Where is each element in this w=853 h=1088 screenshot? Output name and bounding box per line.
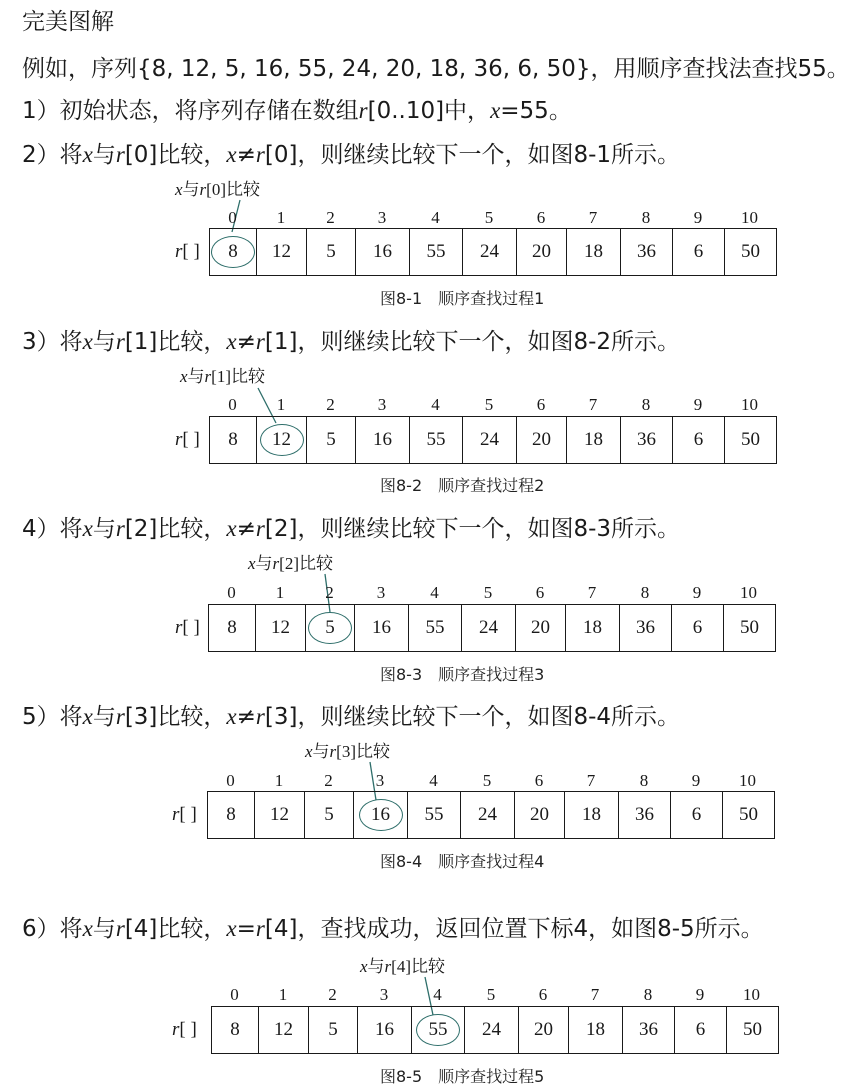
callout-idx: [2]比较: [279, 554, 333, 573]
array-label-brackets: [ ]: [179, 804, 197, 825]
array-cell-value: 16: [372, 617, 391, 638]
step-1-text-b: [0..10]中，: [367, 98, 491, 124]
step-5-x2: x: [226, 704, 237, 729]
step-5-post: 则继续比较下一个，如图8-4所示。: [320, 704, 681, 730]
array-cell-value: 55: [428, 1019, 448, 1040]
array-index: 6: [538, 985, 548, 1004]
array-cell-value: 18: [584, 429, 603, 450]
array-index: 4: [431, 208, 440, 227]
array-cell-value: 18: [586, 1019, 605, 1040]
array-index: 9: [693, 208, 703, 227]
step-5-pre: 5）将: [22, 704, 83, 730]
step-4-r: r: [115, 516, 125, 541]
array-cell-value: 55: [426, 429, 446, 450]
array-index: 4: [433, 985, 442, 1004]
array-cell-value: 36: [639, 1019, 658, 1040]
array-index: 3: [376, 583, 386, 602]
array-index: 8: [641, 395, 651, 414]
step-6-idx: [4]比较，: [124, 916, 227, 942]
array-cell: [358, 1007, 412, 1053]
step-2-x2: x: [226, 142, 237, 167]
array-index: 6: [535, 583, 545, 602]
step-6-r: r: [115, 916, 125, 941]
array-index: 1: [274, 771, 284, 790]
array-cell-value: 36: [637, 429, 656, 450]
array-cell-value: 16: [373, 241, 392, 262]
step-2-idx2: [0]，: [264, 142, 321, 168]
array-cell-value: 50: [741, 429, 760, 450]
array-cell-value: 20: [530, 804, 549, 825]
step-3-idx2: [1]，: [264, 329, 321, 355]
array-label-r: r: [175, 617, 183, 638]
array-index: 10: [741, 395, 758, 414]
array-cell-value: 12: [274, 1019, 293, 1040]
intro-paragraph: 例如，序列{8, 12, 5, 16, 55, 24, 20, 18, 36, 6, 50}，用顺序查找法查找55。: [22, 56, 850, 82]
array-index: 5: [483, 583, 493, 602]
callout-r: r: [204, 367, 212, 386]
array-index: 8: [643, 985, 653, 1004]
array-index: 0: [228, 395, 237, 414]
array-cell-value: 50: [743, 1019, 762, 1040]
array-cell-value: 5: [326, 429, 336, 450]
step-3-r: r: [115, 329, 125, 354]
step-3-x: x: [82, 329, 93, 354]
array-index: 7: [590, 985, 600, 1004]
step-3-post: 则继续比较下一个，如图8-2所示。: [320, 329, 681, 355]
step-4-mid1: 与: [92, 516, 116, 542]
array-index: 0: [228, 208, 237, 227]
callout-r: r: [384, 957, 392, 976]
callout-mid: 与: [182, 180, 200, 199]
step-2-op: ≠: [236, 142, 256, 168]
array-cell-value: 36: [637, 241, 656, 262]
array-cell-value: 6: [693, 241, 704, 262]
array-index: 0: [227, 583, 236, 602]
callout-idx: [4]比较: [391, 957, 445, 976]
figure-caption: 图8-3 顺序查找过程3: [380, 665, 545, 684]
step-5-r: r: [115, 704, 125, 729]
array-label-brackets: [ ]: [182, 429, 200, 450]
array-label: [172, 1019, 197, 1041]
array-cell-value: 12: [272, 429, 291, 450]
array-cell-value: 20: [531, 617, 550, 638]
array-cell-value: 8: [228, 241, 238, 262]
figure-caption: 图8-4 顺序查找过程4: [380, 852, 545, 871]
array-cell-value: 8: [227, 617, 237, 638]
array-index: 0: [230, 985, 239, 1004]
array-index: 8: [640, 583, 650, 602]
step-5-r2: r: [255, 704, 265, 729]
callout-r: r: [329, 742, 337, 761]
array-index: 0: [226, 771, 235, 790]
callout-mid: 与: [187, 367, 205, 386]
array-cell-value: 5: [326, 241, 336, 262]
array-index: 1: [278, 985, 288, 1004]
step-4-x2: x: [226, 516, 237, 541]
array-index: 6: [536, 395, 546, 414]
step-6-r2: r: [255, 916, 265, 941]
array-cell-value: 55: [426, 241, 446, 262]
step-3-mid1: 与: [92, 329, 116, 355]
step-4-idx2: [2]，: [264, 516, 321, 542]
array-index: 7: [588, 208, 598, 227]
step-4-r2: r: [255, 516, 265, 541]
array-cell-value: 8: [230, 1019, 240, 1040]
array-cell: [519, 1007, 569, 1053]
array-index: 9: [691, 771, 701, 790]
array-index: 8: [641, 208, 651, 227]
array-index: 3: [379, 985, 389, 1004]
step-6-idx2: [4]，: [264, 916, 321, 942]
array-cell: [412, 1007, 465, 1053]
callout-idx: [1]比较: [211, 367, 265, 386]
step-4-pre: 4）将: [22, 516, 83, 542]
callout-idx: [0]比较: [206, 180, 260, 199]
figure-caption: 图8-5 顺序查找过程5: [380, 1067, 545, 1086]
array-index: 3: [377, 395, 387, 414]
array-cell: [569, 1007, 623, 1053]
step-6-op: =: [236, 916, 256, 942]
step-5-idx: [3]比较，: [124, 704, 227, 730]
array-cell-value: 16: [375, 1019, 394, 1040]
array-index: 2: [326, 208, 335, 227]
step-4-post: 则继续比较下一个，如图8-3所示。: [320, 516, 681, 542]
array-cell-value: 50: [740, 617, 759, 638]
document-heading: 完美图解: [22, 9, 114, 35]
array-index: 5: [484, 395, 494, 414]
array-cell-value: 5: [324, 804, 334, 825]
step-6-pre: 6）将: [22, 916, 83, 942]
step-4-op: ≠: [236, 516, 256, 542]
step-3-r2: r: [255, 329, 265, 354]
array-cell-value: 18: [583, 617, 602, 638]
step-1-var-r: r: [358, 98, 368, 123]
array-cell-value: 8: [226, 804, 236, 825]
array-cell-value: 5: [328, 1019, 338, 1040]
array-index: 9: [692, 583, 702, 602]
array-index: 2: [328, 985, 337, 1004]
callout-idx: [3]比较: [336, 742, 390, 761]
callout-mid: 与: [312, 742, 330, 761]
array-index: 5: [482, 771, 492, 790]
array-index: 6: [534, 771, 544, 790]
array-label-brackets: [ ]: [182, 241, 200, 262]
array-cell-value: 24: [480, 429, 499, 450]
callout-r: r: [272, 554, 280, 573]
array-index: 2: [325, 583, 334, 602]
highlight-ellipse: [416, 1014, 460, 1046]
array-cell-value: 36: [635, 804, 654, 825]
array-label-r: r: [175, 241, 183, 262]
array-cell-value: 20: [534, 1019, 553, 1040]
array-cell-value: 6: [695, 1019, 706, 1040]
callout-x: x: [305, 742, 313, 761]
array-cell: [465, 1007, 519, 1053]
callout-x: x: [248, 554, 256, 573]
step-1-text-c: =55。: [500, 98, 572, 124]
array-index: 4: [430, 583, 439, 602]
array-index: 2: [326, 395, 335, 414]
array-cell-value: 50: [739, 804, 758, 825]
step-2-post: 则继续比较下一个，如图8-1所示。: [320, 142, 681, 168]
callout-r: r: [199, 180, 207, 199]
array-cell-value: 36: [636, 617, 655, 638]
array-index: 7: [586, 771, 596, 790]
array-cell-value: 50: [741, 241, 760, 262]
step-2-idx: [0]比较，: [124, 142, 227, 168]
array-cell-value: 6: [692, 617, 703, 638]
callout-x: x: [175, 180, 183, 199]
callout-x: x: [360, 957, 368, 976]
step-3-op: ≠: [236, 329, 256, 355]
array-cell-value: 24: [480, 241, 499, 262]
array-cell-value: 24: [478, 804, 497, 825]
array-cell: [212, 1007, 259, 1053]
array-cell-value: 12: [270, 804, 289, 825]
array-cell-value: 12: [272, 241, 291, 262]
step-2-r2: r: [255, 142, 265, 167]
step-1-var-x: x: [490, 98, 501, 123]
array-cell-value: 6: [691, 804, 702, 825]
array-index: 2: [324, 771, 333, 790]
step-6-mid1: 与: [92, 916, 116, 942]
array-index: 9: [693, 395, 703, 414]
array-index: 4: [431, 395, 440, 414]
step-6-x: x: [82, 916, 93, 941]
step-3-idx: [1]比较，: [124, 329, 227, 355]
step-1-text-a: 1）初始状态，将序列存储在数组: [22, 98, 359, 124]
array-index: 10: [741, 208, 758, 227]
array-index: 10: [739, 771, 756, 790]
array-index: 10: [740, 583, 757, 602]
step-6-x2: x: [226, 916, 237, 941]
step-5-mid1: 与: [92, 704, 116, 730]
step-4-x: x: [82, 516, 93, 541]
array-index: 4: [429, 771, 438, 790]
step-5-x: x: [82, 704, 93, 729]
array-index: 10: [743, 985, 760, 1004]
array-index: 6: [536, 208, 546, 227]
array-label-brackets: [ ]: [179, 1019, 197, 1040]
step-5-op: ≠: [236, 704, 256, 730]
array-index: 5: [486, 985, 496, 1004]
callout-x: x: [180, 367, 188, 386]
array-label-r: r: [175, 429, 183, 450]
array-cell-value: 16: [373, 429, 392, 450]
array-cell-value: 24: [479, 617, 498, 638]
callout-mid: 与: [367, 957, 385, 976]
array-cell: [623, 1007, 675, 1053]
step-6-post: 查找成功，返回位置下标4，如图8-5所示。: [320, 916, 764, 942]
array-row: [211, 1006, 779, 1054]
array-label-r: r: [172, 804, 180, 825]
array-label-brackets: [ ]: [182, 617, 200, 638]
array-index: 1: [275, 583, 285, 602]
array-index: 3: [377, 208, 387, 227]
array-cell-value: 18: [584, 241, 603, 262]
step-2-r: r: [115, 142, 125, 167]
array-cell-value: 20: [532, 429, 551, 450]
array-index: 7: [587, 583, 597, 602]
array-cell-value: 24: [482, 1019, 501, 1040]
array-cell-value: 5: [325, 617, 335, 638]
array-index: 5: [484, 208, 494, 227]
array-cell: [309, 1007, 358, 1053]
figure-caption: 图8-2 顺序查找过程2: [380, 476, 545, 495]
figure-caption: 图8-1 顺序查找过程1: [380, 289, 545, 308]
array-cell-value: 55: [424, 804, 444, 825]
array-cell-value: 16: [371, 804, 390, 825]
step-2-x: x: [82, 142, 93, 167]
array-index: 7: [588, 395, 598, 414]
array-index: 8: [639, 771, 649, 790]
step-2-mid1: 与: [92, 142, 116, 168]
array-cell-value: 8: [228, 429, 238, 450]
step-3-x2: x: [226, 329, 237, 354]
array-cell: [675, 1007, 727, 1053]
step-5-idx2: [3]，: [264, 704, 321, 730]
step-2-pre: 2）将: [22, 142, 83, 168]
array-cell-value: 18: [582, 804, 601, 825]
array-cell-value: 12: [271, 617, 290, 638]
array-cell-value: 55: [425, 617, 445, 638]
step-3-pre: 3）将: [22, 329, 83, 355]
array-index: 1: [276, 208, 286, 227]
array-cell: [259, 1007, 309, 1053]
array-cell-value: 6: [693, 429, 704, 450]
array-cell: [727, 1007, 778, 1053]
array-cell-value: 20: [532, 241, 551, 262]
array-index: 1: [276, 395, 286, 414]
array-label-r: r: [172, 1019, 180, 1040]
array-index: 3: [375, 771, 385, 790]
array-index: 9: [695, 985, 705, 1004]
step-4-idx: [2]比较，: [124, 516, 227, 542]
callout-mid: 与: [255, 554, 273, 573]
